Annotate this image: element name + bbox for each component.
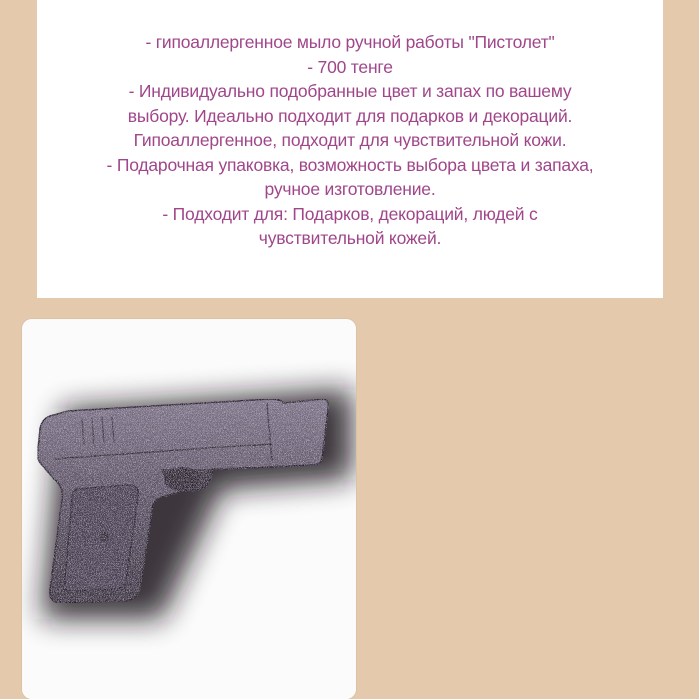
description-card	[37, 0, 663, 298]
pistol-soap-image	[22, 319, 356, 699]
line-packaging-1: - Подарочная упаковка, возможность выбора цвета и запаха,	[106, 154, 594, 175]
line-features-3: Гипоаллергенное, подходит для чувствительной кожи.	[133, 130, 567, 150]
line-features-2: выбору. Идеально подходит для подарков и декораций.	[127, 105, 573, 126]
line-packaging-2: ручное изготовление.	[264, 179, 436, 199]
line-suitable-2: чувствительной кожей.	[258, 228, 442, 248]
product-photo	[22, 319, 356, 699]
line-price: - 700 тенге	[307, 56, 393, 77]
line-suitable-1: - Подходит для: Подарков, декораций, людей с	[162, 203, 538, 224]
line-features-1: - Индивидуально подобранные цвет и запах по вашему	[128, 81, 572, 101]
line-product-name: - гипоаллергенное мыло ручной работы "Пистолет"	[145, 32, 555, 52]
